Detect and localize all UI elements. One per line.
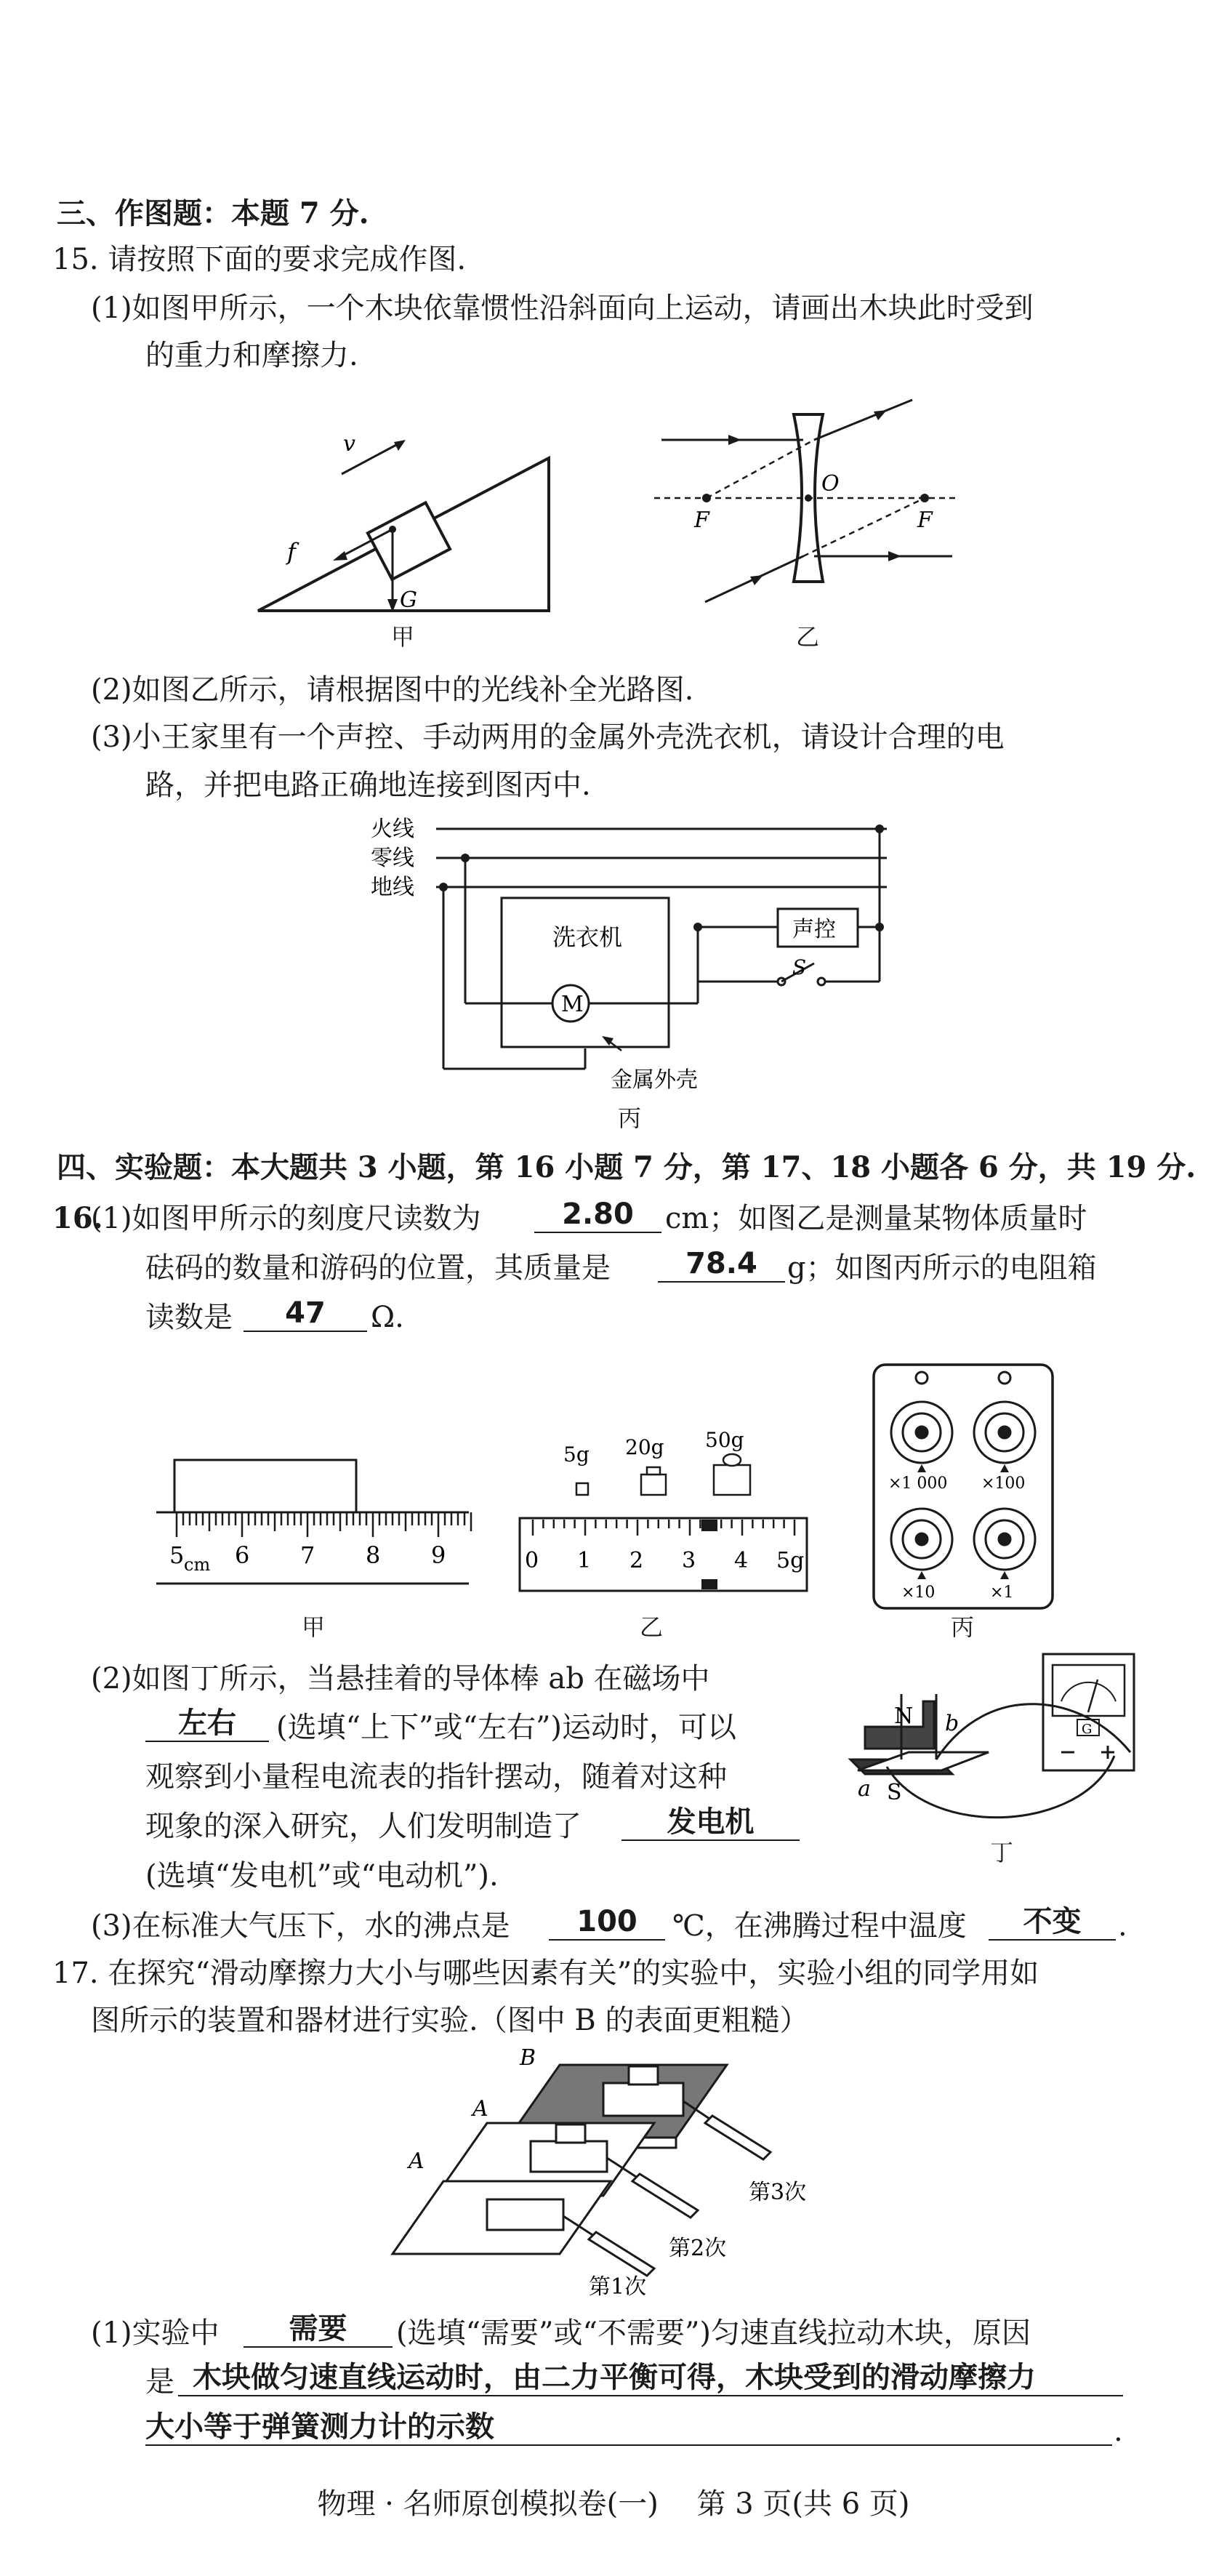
- weight-5g-label: 5g: [563, 1443, 590, 1466]
- figure-ding-caption: 丁: [990, 1839, 1014, 1866]
- balance-tick-5: 5g: [776, 1548, 805, 1573]
- ruler-ticks: [177, 1512, 471, 1537]
- q16-number: 16.: [52, 1201, 103, 1235]
- q15-part2: (2)如图乙所示，请根据图中的光线补全光路图.: [91, 673, 694, 707]
- section-4-title: 四、实验题：本大题共 3 小题，第 16 小题 7 分，第 17、18 小题各 6 分，共 19 分.: [57, 1150, 1196, 1184]
- label-sound-control: 声控: [792, 917, 836, 942]
- label-f-right: F: [917, 507, 933, 533]
- answer-device: 发电机: [621, 1805, 800, 1841]
- resbox-mult-1: ×1: [990, 1584, 1014, 1602]
- label-neutral-wire: 零线: [371, 846, 414, 871]
- weight-50g-label: 50g: [705, 1428, 744, 1452]
- q16-p2-line2: (选填“上下”或“左右”)运动时，可以: [276, 1711, 737, 1744]
- figure-ruler: [156, 1454, 476, 1607]
- balance-tick-4: 4: [734, 1548, 749, 1573]
- q16-p2-line4: 现象的深入研究，人们发明制造了: [145, 1810, 582, 1843]
- q17-line1: 17. 在探究“滑动摩擦力大小与哪些因素有关”的实验中，实验小组的同学用如: [52, 1957, 1039, 1990]
- label-f: f: [287, 538, 296, 566]
- figure-balance-caption: 乙: [640, 1613, 664, 1641]
- ruler-tick-8: 8: [366, 1541, 381, 1569]
- ruler-tick-5: 5: [169, 1541, 185, 1569]
- figure-resbox-caption: 丙: [951, 1613, 975, 1641]
- figure-ruler-caption: 甲: [302, 1613, 326, 1641]
- q16-p1-line2-a: 砝码的数量和游码的位置，其质量是: [145, 1251, 611, 1285]
- figure-jia-caption: 甲: [391, 623, 415, 651]
- figure-resistance-box: [872, 1363, 1054, 1610]
- balance-tick-2: 2: [629, 1548, 644, 1573]
- q16-p2-line3: 观察到小量程电流表的指针摆动，随着对这种: [145, 1760, 727, 1794]
- figure-balance: [509, 1428, 814, 1600]
- answer-ruler-reading: 2.80: [534, 1197, 661, 1233]
- label-live-wire: 火线: [371, 816, 414, 842]
- balance-tick-0: 0: [525, 1548, 539, 1573]
- q15-part1-line2: 的重力和摩擦力.: [145, 339, 358, 372]
- q15-intro: 15. 请按照下面的要求完成作图.: [52, 243, 467, 276]
- q16-p3-b: ℃，在沸腾过程中温度: [672, 1909, 967, 1943]
- resbox-mult-10: ×10: [901, 1584, 936, 1602]
- q16-p1-line2-b: g；如图丙所示的电阻箱: [787, 1251, 1097, 1285]
- ruler-tick-7: 7: [300, 1541, 315, 1569]
- magnet-n-label: N: [894, 1704, 914, 1729]
- label-g: G: [400, 587, 417, 613]
- q17-p1-d: .: [1114, 2415, 1123, 2448]
- answer-direction: 左右: [145, 1706, 269, 1742]
- label-motor: M: [561, 992, 584, 1017]
- q16-p1-line1-a: (1)如图甲所示的刻度尺读数为: [91, 1202, 481, 1235]
- board-b-label: B: [520, 2045, 536, 2071]
- q16-p2-line5: (选填“发电机”或“电动机”).: [145, 1859, 499, 1893]
- board-a1-label: A: [409, 2148, 425, 2174]
- label-metal-shell: 金属外壳: [611, 1067, 698, 1093]
- rod-a-label: a: [858, 1776, 871, 1802]
- answer-resistance: 47: [244, 1296, 367, 1332]
- figure-circuit: [371, 814, 916, 1105]
- q17-p1-b: (选填“需要”或“不需要”)匀速直线拉动木块，原因: [396, 2316, 1031, 2350]
- figure-friction: [385, 2045, 880, 2300]
- meter-g-label: G: [1082, 1722, 1093, 1737]
- ruler-tick-6: 6: [235, 1541, 250, 1569]
- label-o: O: [821, 471, 840, 497]
- trial-3-label: 第3次: [749, 2180, 807, 2205]
- q16-p2-line1: (2)如图丁所示，当悬挂着的导体棒 ab 在磁场中: [91, 1662, 710, 1696]
- figure-lens: [654, 407, 960, 640]
- figure-incline: [247, 429, 567, 647]
- resbox-mult-100: ×100: [981, 1474, 1026, 1493]
- board-a2-label: A: [472, 2096, 488, 2122]
- q16-p3-a: (3)在标准大气压下，水的沸点是: [91, 1909, 510, 1943]
- q17-p1-a: (1)实验中: [91, 2316, 220, 2350]
- label-ground-wire: 地线: [371, 875, 414, 900]
- balance-tick-3: 3: [682, 1548, 696, 1573]
- weight-20g-label: 20g: [625, 1435, 664, 1459]
- label-switch-s: S: [792, 955, 807, 979]
- trial-1-label: 第1次: [589, 2274, 647, 2300]
- figure-yi-caption: 乙: [796, 623, 820, 651]
- q15-part1-line1: (1)如图甲所示，一个木块依靠惯性沿斜面向上运动，请画出木块此时受到: [91, 292, 1034, 325]
- answer-reason-line2: 大小等于弹簧测力计的示数: [145, 2410, 1112, 2446]
- figure-induction: [843, 1650, 1163, 1869]
- q16-p1-line1-b: cm；如图乙是测量某物体质量时: [665, 1202, 1087, 1235]
- q17-line2: 图所示的装置和器材进行实验.（图中 B 的表面更粗糙）: [91, 2004, 809, 2037]
- page-footer: 物理 · 名师原创模拟卷(一) 第 3 页(共 6 页): [317, 2487, 910, 2521]
- label-f-left: F: [694, 507, 709, 533]
- answer-temperature: 不变: [989, 1904, 1116, 1941]
- q16-p1-line3-b: Ω.: [371, 1301, 404, 1334]
- q16-p1-line3-a: 读数是: [145, 1301, 233, 1334]
- q15-part3-line1: (3)小王家里有一个声控、手动两用的金属外壳洗衣机，请设计合理的电: [91, 721, 1005, 754]
- answer-mass: 78.4: [658, 1246, 785, 1283]
- ruler-tick-9: 9: [431, 1541, 446, 1569]
- answer-reason-line1: 木块做匀速直线运动时，由二力平衡可得，木块受到的滑动摩擦力: [178, 2360, 1123, 2396]
- resbox-mult-1000: ×1 000: [888, 1474, 948, 1493]
- answer-boiling-point: 100: [549, 1904, 665, 1941]
- section-3-title: 三、作图题：本题 7 分.: [57, 196, 369, 230]
- trial-2-label: 第2次: [669, 2236, 727, 2261]
- answer-need-uniform: 需要: [244, 2311, 393, 2348]
- label-v: v: [343, 431, 355, 457]
- figure-bing-caption: 丙: [618, 1104, 642, 1132]
- label-washer: 洗衣机: [552, 923, 623, 951]
- magnet-s-label: S: [887, 1780, 902, 1805]
- q15-part3-line2: 路，并把电路正确地连接到图丙中.: [145, 769, 591, 802]
- balance-tick-1: 1: [577, 1548, 592, 1573]
- q16-p3-c: .: [1118, 1909, 1127, 1943]
- q17-p1-c: 是: [145, 2365, 174, 2399]
- ruler-unit: cm: [184, 1554, 211, 1575]
- rod-b-label: b: [945, 1711, 960, 1736]
